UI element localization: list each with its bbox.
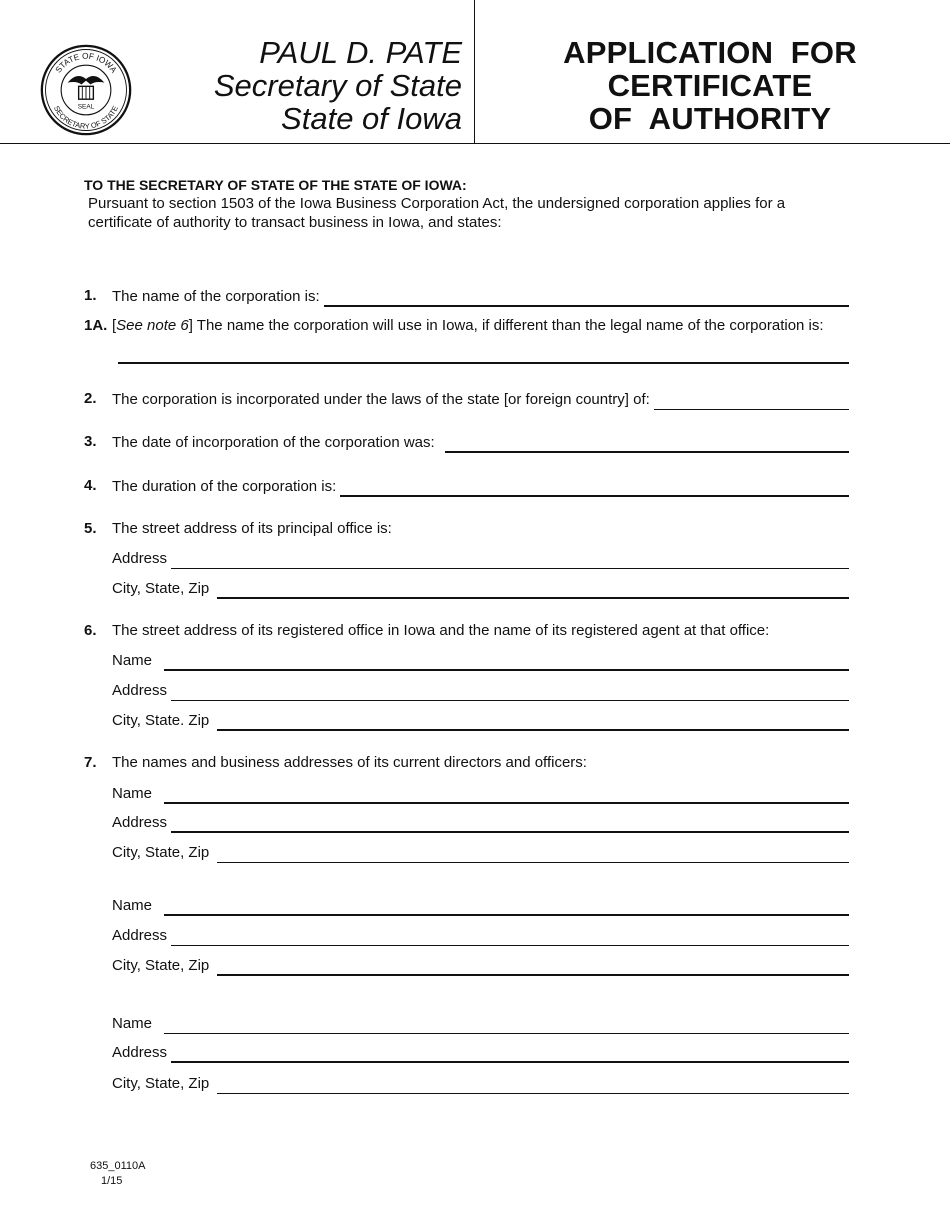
see-note-6: See note 6 [116,317,189,334]
item-4-row [112,475,849,495]
item-1a-row [118,342,849,362]
director-3-name-label: Name [112,1015,153,1032]
director-3-city-row [112,1072,849,1092]
item-3-number: 3. [84,433,97,450]
seal-center-text: SEAL [77,103,95,111]
director-2-name-field[interactable] [164,914,849,916]
bracket-open: [ [112,317,117,334]
principal-city-field[interactable] [217,597,849,599]
director-1-address-label: Address [112,814,168,831]
director-1-city-label: City, State, Zip [112,844,210,861]
form-number: 635_0110A [90,1160,146,1172]
item-5-address-row [112,547,849,567]
item-6-number: 6. [84,622,97,639]
item-4-label: The duration of the corporation is: [112,478,337,495]
form-title-line2: CERTIFICATE [607,68,813,103]
corporation-name-field[interactable] [324,305,849,307]
seal-top-text: STATE OF IOWA [53,51,119,75]
item-3-label: The date of incorporation of the corporation was: [112,434,435,451]
item-5-number: 5. [84,520,97,537]
item-1-label: The name of the corporation is: [112,288,320,305]
item-1a-label [112,317,824,334]
item-2-row [112,388,849,408]
director-1-city-field[interactable] [217,862,849,863]
item-1a-text: ] The name the corporation will use in Iowa, if different than the legal name of the corporation is: [188,317,824,334]
director-3-address-label: Address [112,1044,168,1061]
item-6-name-label: Name [112,652,153,669]
addressee: TO THE SECRETARY OF STATE OF THE STATE OF IOWA: [84,177,467,193]
director-3-address-field[interactable] [171,1061,849,1063]
director-2-address-label: Address [112,927,168,944]
item-6-address-label: Address [112,682,168,699]
item-1-row [112,285,849,305]
agent-name-field[interactable] [164,669,849,671]
header-divider-horizontal [0,143,950,144]
form-title-line1: APPLICATION FOR [563,35,857,70]
item-6-name-row [112,649,849,669]
secretary-title: Secretary of State [213,68,462,103]
item-5-city-label: City, State, Zip [112,580,210,597]
iowa-name-field[interactable] [118,362,849,364]
director-1-address-field[interactable] [171,831,849,833]
director-2-city-label: City, State, Zip [112,957,210,974]
director-3-name-field[interactable] [164,1033,849,1034]
form-title [560,36,860,135]
director-2-city-row [112,954,849,974]
director-1-name-label: Name [112,785,153,802]
item-2-number: 2. [84,390,97,407]
director-2-address-row [112,924,849,944]
item-6-city-label: City, State. Zip [112,712,210,729]
agent-city-field[interactable] [217,729,849,731]
state-name: State of Iowa [281,101,462,136]
incorporation-state-field[interactable] [654,409,849,410]
state-seal [40,44,132,136]
director-3-address-row [112,1041,849,1061]
header-divider-vertical [474,0,475,143]
duration-field[interactable] [340,495,849,497]
principal-address-field[interactable] [171,568,849,569]
item-7-number: 7. [84,754,97,771]
item-6-address-row [112,679,849,699]
item-5-address-label: Address [112,550,168,567]
item-4-number: 4. [84,477,97,494]
director-3-city-field[interactable] [217,1093,849,1094]
item-1a-number: 1A. [84,317,108,334]
form-title-line3: OF AUTHORITY [588,101,832,136]
seal-bottom-text: SECRETARY OF STATE [52,104,120,131]
secretary-name: PAUL D. PATE [259,35,462,70]
director-3-city-label: City, State, Zip [112,1075,210,1092]
item-3-row [112,431,849,451]
director-3-name-row [112,1012,849,1032]
director-1-name-row [112,782,849,802]
item-5-label: The street address of its principal office is: [112,520,392,537]
item-5-city-row [112,577,849,597]
item-2-label: The corporation is incorporated under the laws of the state [or foreign country] of: [112,391,650,408]
director-1-name-field[interactable] [164,802,849,804]
director-1-address-row [112,811,849,831]
director-2-city-field[interactable] [217,974,849,976]
director-2-name-label: Name [112,897,153,914]
form-revision: 1/15 [101,1175,123,1187]
director-2-address-field[interactable] [171,945,849,946]
item-6-city-row [112,709,849,729]
item-7-label: The names and business addresses of its current directors and officers: [112,754,587,771]
intro-text: Pursuant to section 1503 of the Iowa Business Corporation Act, the undersigned corporation applies for a certificate of authority to transact business in Iowa, and states: [88,195,786,231]
director-2-name-row [112,894,849,914]
item-6-label: The street address of its registered office in Iowa and the name of its registered agent at that office: [112,622,770,639]
secretary-block [214,36,462,135]
item-1-number: 1. [84,287,97,304]
incorporation-date-field[interactable] [445,451,849,453]
director-1-city-row [112,841,849,861]
agent-address-field[interactable] [171,700,849,701]
